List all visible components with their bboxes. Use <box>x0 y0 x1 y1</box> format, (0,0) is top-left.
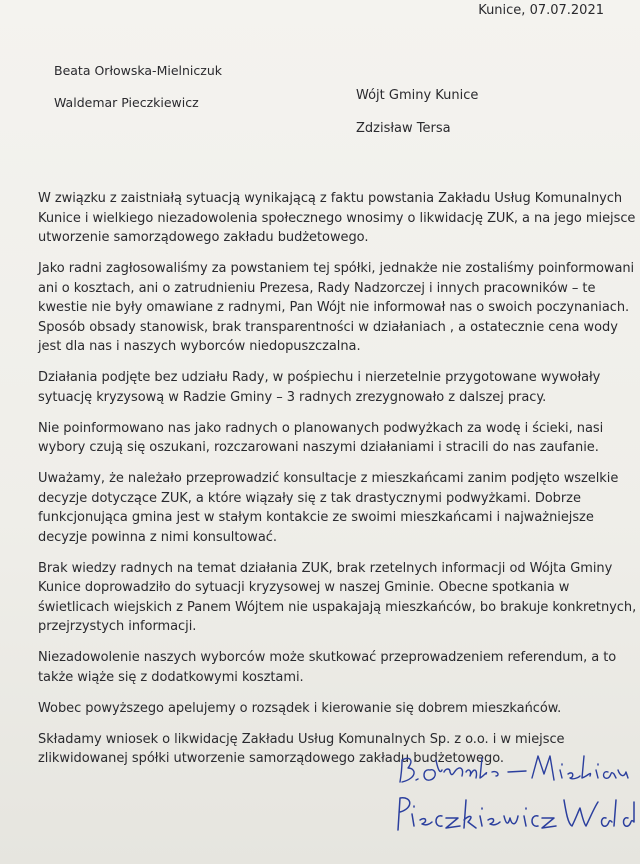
paragraph-6: Brak wiedzy radnych na temat działania ZUK, brak rzetelnych informacji od Wójta Gminy Kunice doprowadziło do sytuacji kryzysowej w naszej Gminie. Obecne spotkania w świetlicach wiejskich z Panem Wójtem nie uspakajają mieszkańców, bo brakuje konkretnych, przejrzystych informacji. <box>38 560 637 634</box>
paragraph-8: Wobec powyższego apelujemy o rozsądek i kierowanie się dobrem mieszkańców. <box>38 700 562 716</box>
recipient-office: Wójt Gminy Kunice <box>356 88 479 103</box>
paragraph-4: Nie poinformowano nas jako radnych o planowanych podwyżkach za wodę i ścieki, nasi wybory czują się oszukani, rozczarowani naszymi działaniami i stracili do nas zaufanie. <box>38 420 604 455</box>
paragraph-2: Jako radni zagłosowaliśmy za powstaniem tej spółki, jednakże nie zostaliśmy poinformowani ani o kosztach, ani o zatrudnieniu Prezesa, Rady Nadzorczej i innych pracowników – te kwestie nie były omawiane z radnymi, Pan Wójt nie informował nas o swoich poczynaniach. Sposób obsady stanowisk, brak transparentności w działaniach , a ostatecznie cena wody jest dla nas i naszych wyborców niedopuszczalna. <box>38 261 635 354</box>
paragraph-1: W związku z zaistniałą sytuacją wynikającą z faktu powstania Zakładu Usług Komunalnych Kunice i wielkiego niezadowolenia społecznego wnosimy o likwidację ZUK, a na jego miejsce utworzenie samorządowego zakładu budżetowego. <box>38 191 636 245</box>
paragraph-9: Składamy wniosek o likwidację Zakładu Usług Komunalnych Sp. z o.o. i w miejsce zlikwidowanej spółki utworzenie samorządowego zakładu budżetowego. <box>38 731 565 766</box>
sender-name-1: Beata Orłowska-Mielniczuk <box>54 63 222 78</box>
sender-name-2: Waldemar Pieczkiewicz <box>54 95 199 110</box>
signature-pieczkiewicz <box>388 792 640 836</box>
paragraph-5: Uważamy, że należało przeprowadzić konsultacje z mieszkańcami zanim podjęto wszelkie decyzje dotyczące ZUK, a które wiązały się z tak drastycznymi podwyżkami. Dobrze funkcjonująca gmina jest w stałym kontakcie ze swoimi mieszkańcami i najważniejsze decyzje powinna z nimi konsultować. <box>38 471 619 545</box>
paragraph-7: Niezadowolenie naszych wyborców może skutkować przeprowadzeniem referendum, a to także wiąże się z dodatkowymi kosztami. <box>38 650 617 685</box>
letter-body <box>38 189 638 780</box>
recipient-name: Zdzisław Tersa <box>356 121 451 136</box>
place-date: Kunice, 07.07.2021 <box>478 3 604 18</box>
signature-orlowska <box>396 748 636 788</box>
paragraph-3: Działania podjęte bez udziału Rady, w pośpiechu i nierzetelnie przygotowane wywołały sytuację kryzysową w Radzie Gminy – 3 radnych zrezygnowało z dalszej pracy. <box>38 370 601 405</box>
